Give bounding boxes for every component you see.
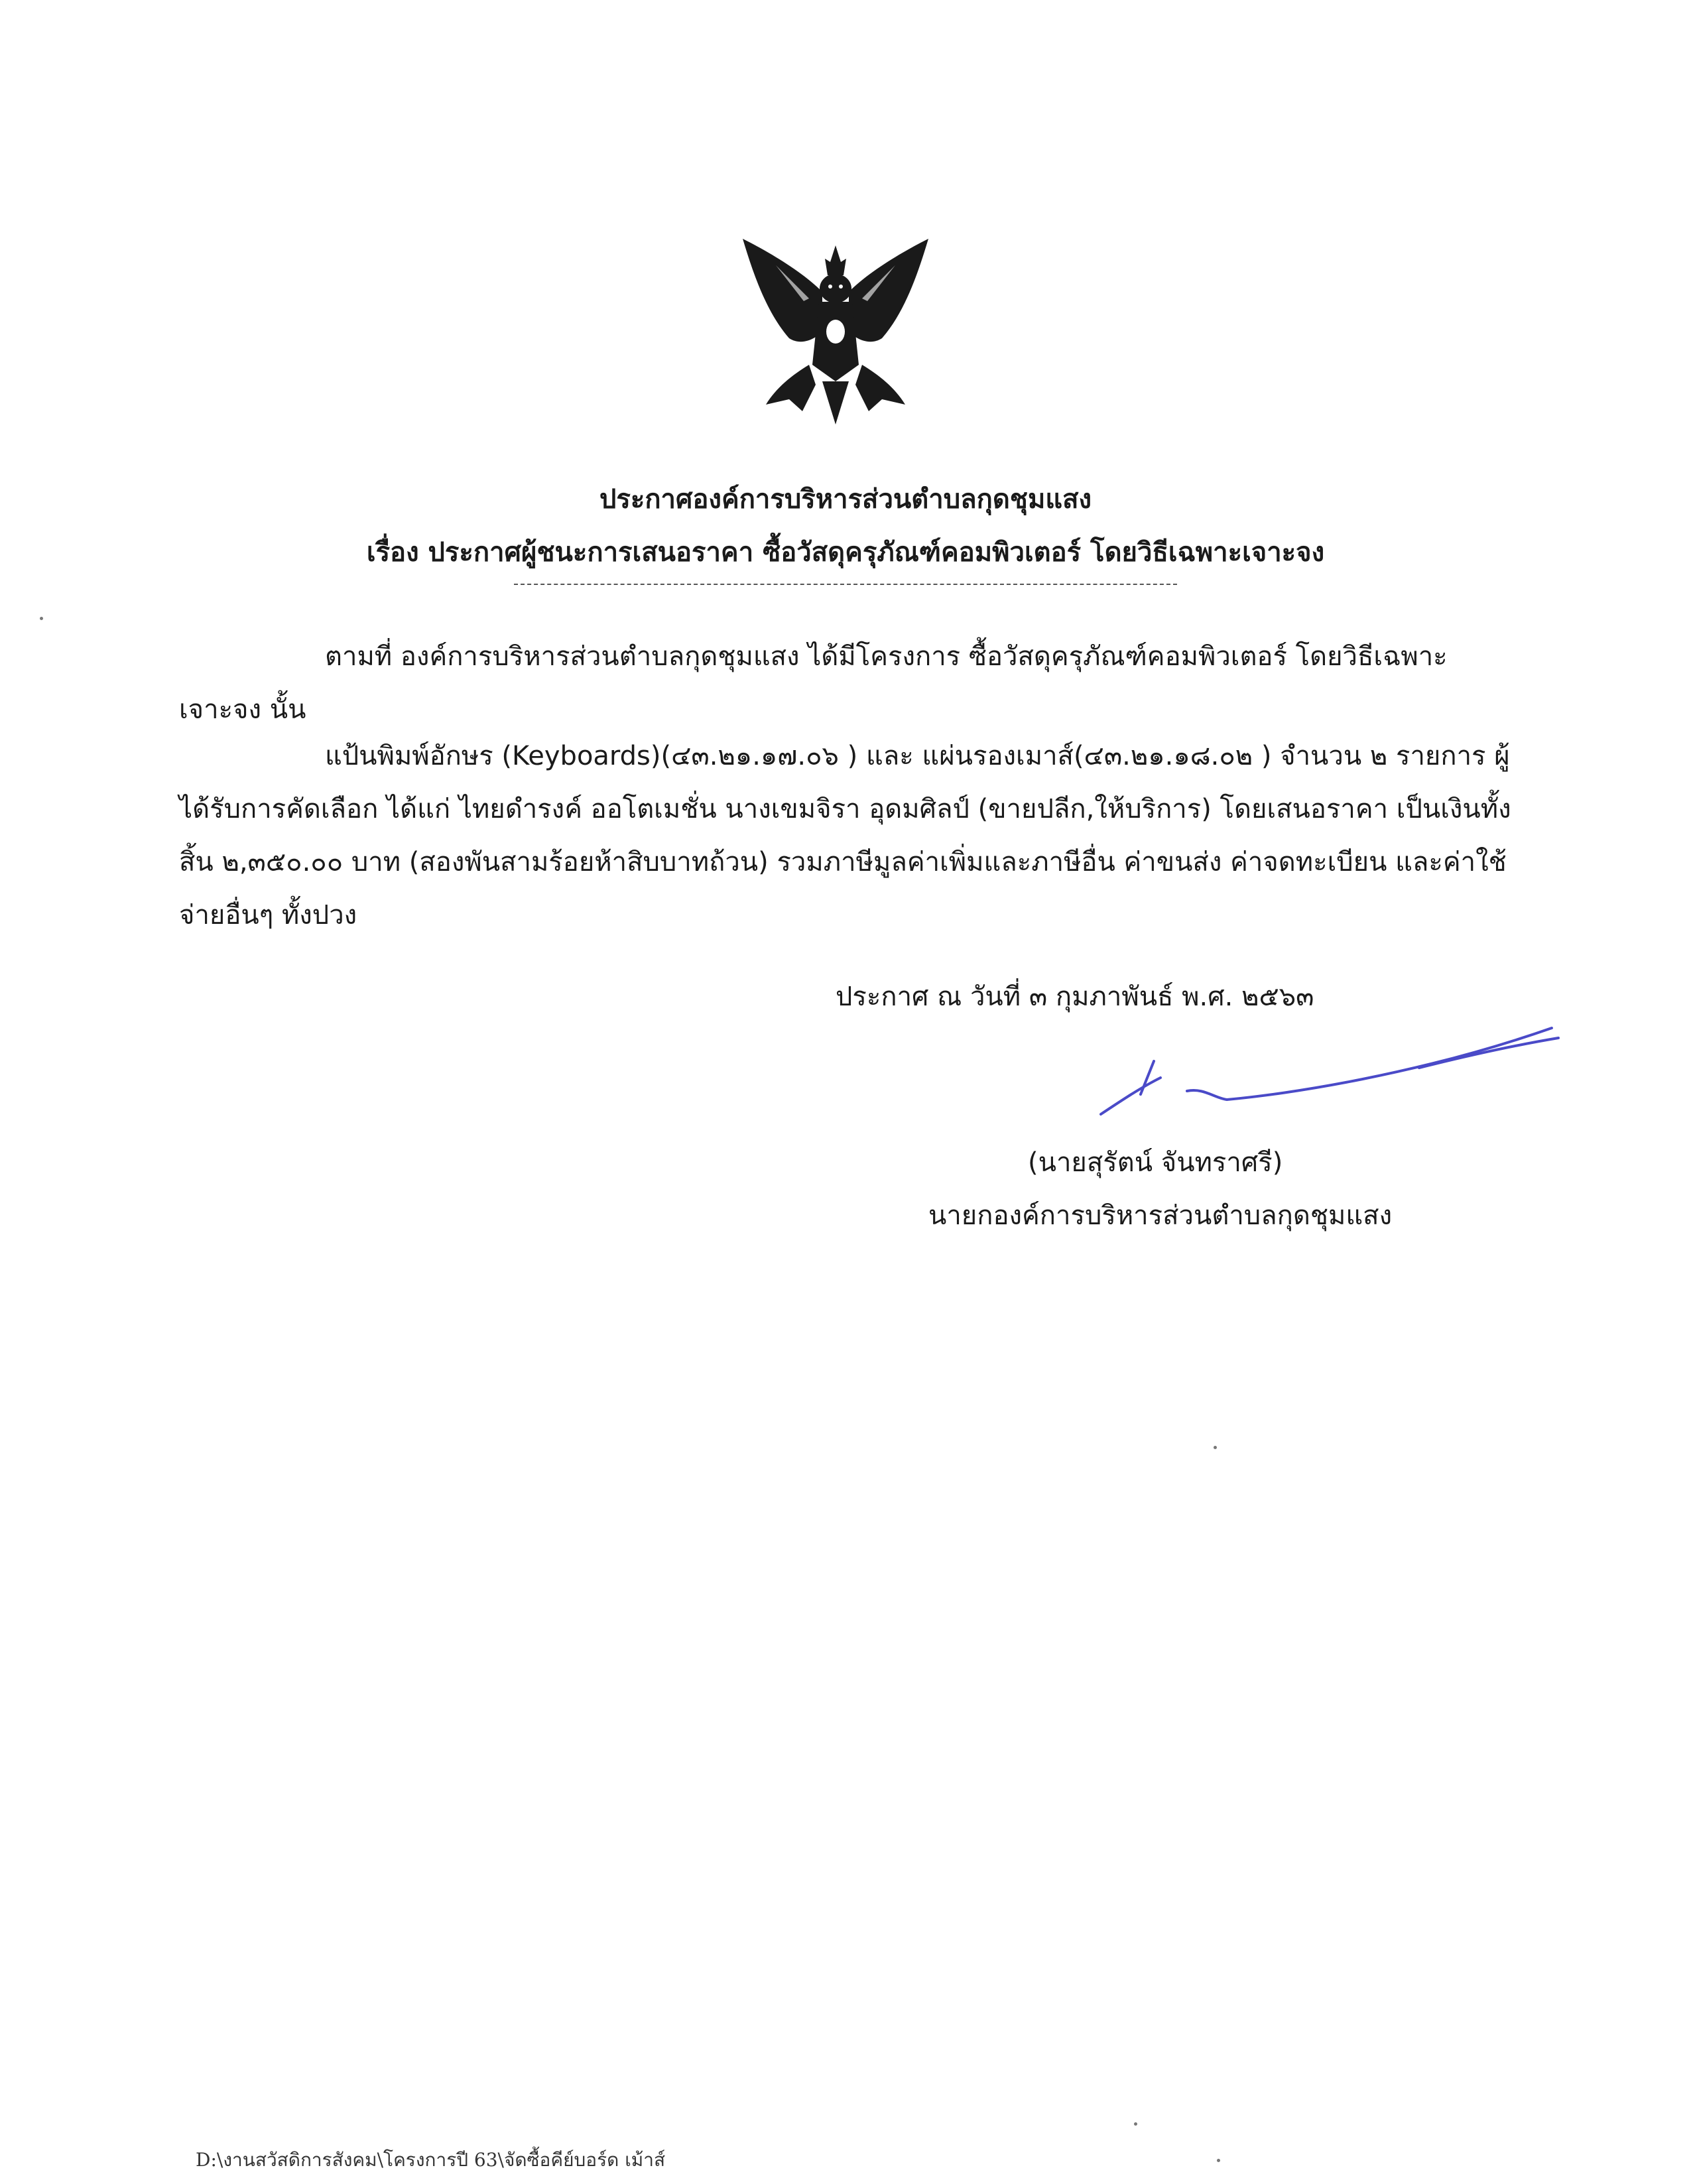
- scan-speck: [1217, 2159, 1220, 2162]
- document-subject: เรื่อง ประกาศผู้ชนะการเสนอราคา ซื้อวัสดุครุภัณฑ์คอมพิวเตอร์ โดยวิธีเฉพาะเจาะจง: [366, 537, 1325, 568]
- announce-date: ประกาศ ณ วันที่ ๓ กุมภาพันธ์ พ.ศ. ๒๕๖๓: [836, 982, 1314, 1012]
- signer-name: (นายสุรัตน์ จันทราศรี): [1028, 1147, 1283, 1178]
- garuda-emblem-icon: [729, 232, 942, 431]
- scan-speck: [1134, 2122, 1137, 2126]
- signer-title: นายกองค์การบริหารส่วนตำบลกุดชุมแสง: [928, 1200, 1393, 1231]
- signature-icon: [1088, 1015, 1565, 1147]
- file-path-footer: D:\งานสวัสดิการสังคม\โครงการปี 63\จัดซื้อคีย์บอร์ด เม้าส์: [196, 2149, 666, 2171]
- paragraph-2: [179, 730, 1525, 942]
- scan-speck: [40, 617, 43, 620]
- scan-speck: [1214, 1446, 1217, 1449]
- paragraph-1: [179, 630, 1525, 736]
- paragraph-1-text: ตามที่ องค์การบริหารส่วนตำบลกุดชุมแสง ได้มีโครงการ ซื้อวัสดุครุภัณฑ์คอมพิวเตอร์ โดยวิธีเฉพาะเจาะจง นั้น: [179, 641, 1448, 725]
- paragraph-2-text: แป้นพิมพ์อักษร (Keyboards)(๔๓.๒๑.๑๗.๐๖ ) และ แผ่นรองเมาส์(๔๓.๒๑.๑๘.๐๒ ) จำนวน ๒ รายการ ผู้ได้รับการคัดเลือก ได้แก่ ไทยดำรงค์ ออโตเมชั่น นางเขมจิรา อุดมศิลป์ (ขายปลีก,ให้บริการ) โดยเสนอราคา เป็นเงินทั้งสิ้น ๒,๓๕๐.๐๐ บาท (สองพันสามร้อยห้าสิบบาทถ้วน) รวมภาษีมูลค่าเพิ่มและภาษีอื่น ค่าขนส่ง ค่าจดทะเบียน และค่าใช้จ่ายอื่นๆ ทั้งปวง: [179, 741, 1511, 931]
- document-title: ประกาศองค์การบริหารส่วนตำบลกุดชุมแสง: [599, 484, 1092, 515]
- separator-line: [514, 584, 1177, 585]
